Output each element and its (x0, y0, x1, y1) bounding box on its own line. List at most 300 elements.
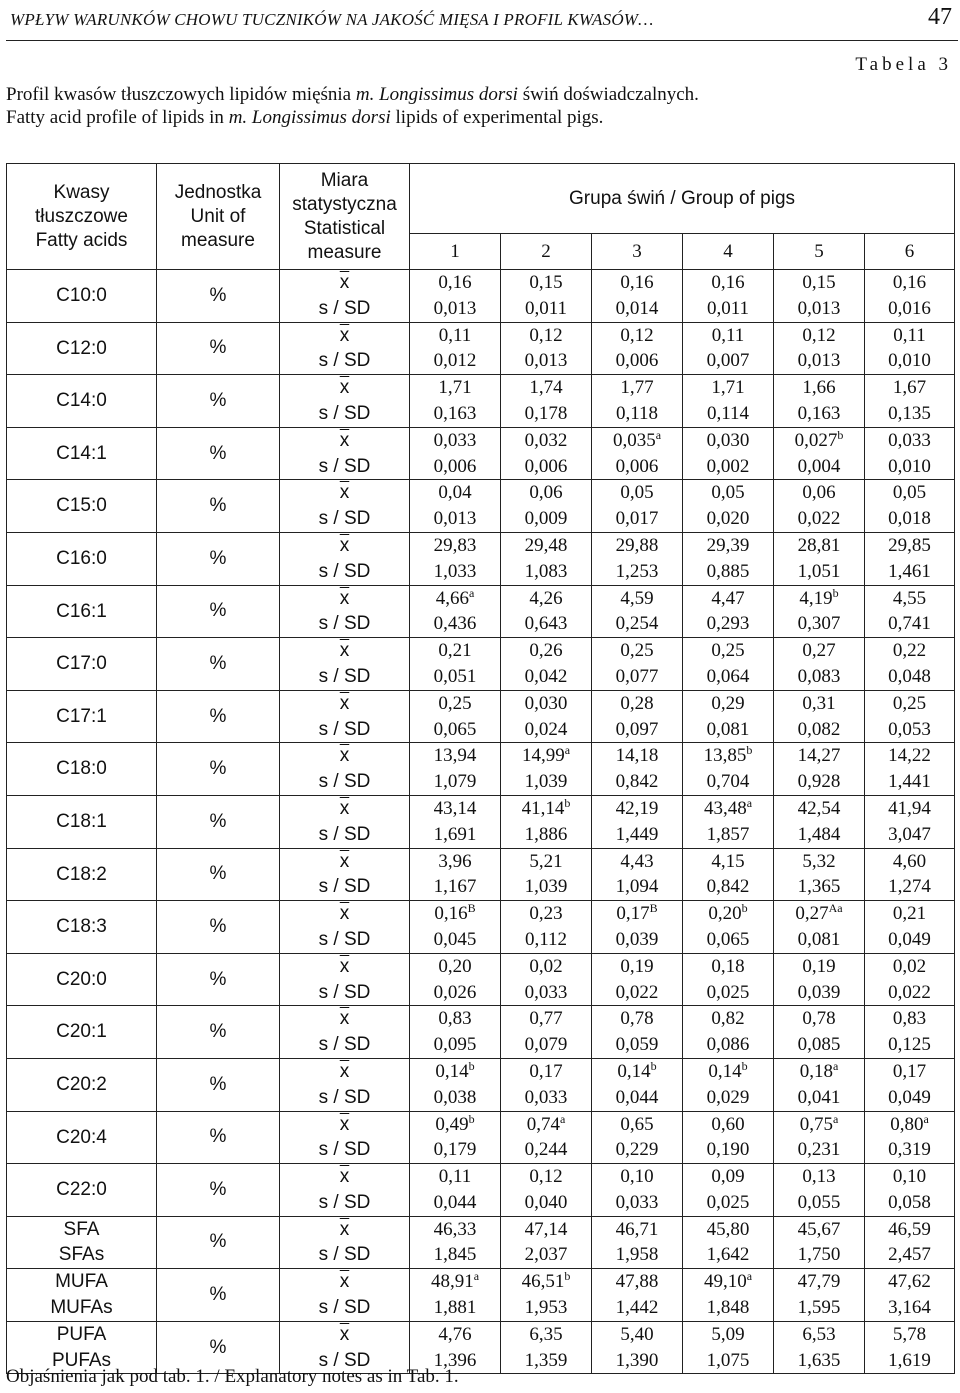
sd-value: 1,845 (433, 1244, 477, 1266)
unit-cell: % (157, 427, 280, 480)
header-unit: Jednostka Unit of measure (157, 164, 280, 270)
mean-value: 0,030 (524, 692, 568, 714)
mean-value: 0,83 (892, 1008, 927, 1030)
mean-value: 1,71 (711, 377, 745, 399)
value-cell (774, 1111, 865, 1164)
mean-label: $\overline{x}$ (339, 955, 350, 977)
header-fatty-acids: Kwasy tłuszczowe Fatty acids (7, 164, 157, 270)
significance-superscript: a (746, 795, 753, 810)
value-cell (410, 795, 501, 848)
sd-value: 3,164 (888, 1297, 931, 1319)
sd-value: 0,017 (615, 508, 659, 530)
value-cell (865, 1006, 955, 1059)
mean-value: 0,027$^b$ (794, 427, 844, 451)
mean-value: 0,21 (892, 903, 927, 925)
mean-value: 0,15 (529, 272, 563, 293)
stat-measure-cell (280, 270, 410, 323)
mean-value: 0,02 (529, 955, 563, 977)
sd-value: 0,049 (888, 928, 931, 950)
sd-label: s / SD (318, 928, 371, 950)
value-cell (865, 953, 955, 1006)
mean-value: 0,78 (620, 1008, 654, 1030)
table-row (7, 1269, 955, 1322)
table-row (7, 953, 955, 1006)
sd-value: 0,244 (524, 1139, 568, 1161)
sd-value: 0,039 (615, 928, 659, 950)
sd-value: 0,079 (524, 1034, 568, 1056)
fatty-acid-name: C14:1 (7, 427, 157, 480)
value-cell (410, 743, 501, 796)
sd-label: s / SD (318, 823, 371, 845)
page-number: 47 (928, 4, 952, 30)
stat-measure-cell (280, 690, 410, 743)
mean-label: $\overline{x}$ (339, 1113, 350, 1135)
table-row (7, 901, 955, 954)
sd-value: 1,051 (797, 560, 841, 582)
sd-value: 1,953 (524, 1297, 568, 1319)
stat-measure-cell (280, 375, 410, 428)
value-cell (410, 427, 501, 480)
value-cell (501, 585, 592, 638)
mean-label: $\overline{x}$ (339, 640, 350, 662)
mean-value: 4,26 (529, 587, 563, 609)
unit-cell: % (157, 1058, 280, 1111)
fatty-acid-name: C20:1 (7, 1006, 157, 1059)
mean-value: 0,80$^a$ (890, 1111, 929, 1135)
value-cell (865, 1216, 955, 1269)
sd-value: 0,085 (797, 1034, 841, 1056)
header-group-of-pigs: Grupa świń / Group of pigs (410, 164, 955, 234)
value-cell (592, 690, 683, 743)
value-cell (410, 638, 501, 691)
sd-value: 1,079 (433, 771, 477, 793)
sd-value: 1,167 (433, 876, 477, 898)
value-cell (592, 1058, 683, 1111)
value-cell (501, 848, 592, 901)
sd-value: 0,293 (706, 613, 750, 635)
unit-cell: % (157, 1006, 280, 1059)
value-cell (774, 375, 865, 428)
value-cell (865, 1058, 955, 1111)
value-cell (501, 1111, 592, 1164)
stat-measure-cell (280, 532, 410, 585)
value-cell (592, 480, 683, 533)
sd-value: 1,390 (615, 1349, 659, 1371)
sd-value: 0,885 (706, 560, 750, 582)
value-cell (410, 1164, 501, 1217)
value-cell (410, 1269, 501, 1322)
sd-value: 0,048 (888, 665, 931, 687)
fatty-acid-name: C15:0 (7, 480, 157, 533)
fatty-acid-name: SFA SFAs (7, 1216, 157, 1269)
mean-value: 48,91$^a$ (430, 1269, 480, 1293)
sd-value: 0,025 (706, 981, 750, 1003)
unit-cell: % (157, 322, 280, 375)
sd-value: 1,449 (615, 823, 659, 845)
mean-value: 0,19 (620, 955, 654, 977)
mean-value: $0,16^B$ (434, 901, 476, 925)
value-cell (683, 585, 774, 638)
mean-value: 1,77 (620, 377, 654, 399)
stat-measure-cell (280, 743, 410, 796)
value-cell (592, 795, 683, 848)
mean-value: 5,40 (620, 1323, 654, 1345)
sd-value: 0,307 (797, 613, 841, 635)
sd-value: 0,741 (888, 613, 931, 635)
mean-label: $\overline{x}$ (339, 850, 350, 872)
group-number: 2 (501, 234, 592, 270)
value-cell (683, 1216, 774, 1269)
sd-value: 0,095 (433, 1034, 477, 1056)
mean-value: 0,23 (529, 903, 563, 925)
mean-label: $\overline{x}$ (339, 482, 350, 504)
sd-value: 1,083 (524, 560, 568, 582)
value-cell (592, 1216, 683, 1269)
significance-superscript: a (832, 1058, 839, 1073)
sd-value: 2,037 (524, 1244, 568, 1266)
fatty-acid-name: C20:4 (7, 1111, 157, 1164)
value-cell (501, 1269, 592, 1322)
mean-value: 0,28 (620, 692, 654, 714)
value-cell (501, 1164, 592, 1217)
mean-value: 5,09 (711, 1323, 745, 1345)
mean-value: 4,43 (620, 850, 654, 872)
value-cell (774, 585, 865, 638)
group-number: 3 (592, 234, 683, 270)
mean-value: 14,18 (615, 745, 659, 767)
mean-value: 4,55 (892, 587, 927, 609)
stat-measure-cell (280, 638, 410, 691)
sd-value: 0,018 (888, 508, 931, 530)
mean-value: 0,05 (892, 482, 927, 504)
sd-value: 0,059 (615, 1034, 659, 1056)
mean-value: 0,27 (802, 640, 836, 662)
sd-value: 0,011 (706, 297, 750, 319)
sd-label: s / SD (318, 1191, 371, 1213)
sd-value: 1,619 (888, 1349, 931, 1371)
mean-value: 45,67 (797, 1218, 841, 1240)
value-cell (501, 1006, 592, 1059)
mean-value: $0,17^B$ (616, 901, 658, 925)
value-cell (865, 375, 955, 428)
mean-value: 47,79 (797, 1271, 841, 1293)
sd-value: 1,365 (797, 876, 841, 898)
value-cell (865, 532, 955, 585)
value-cell (683, 322, 774, 375)
value-cell (683, 1321, 774, 1374)
stat-measure-cell (280, 1058, 410, 1111)
table-body (7, 270, 955, 1374)
unit-cell: % (157, 585, 280, 638)
value-cell (592, 585, 683, 638)
mean-value: 46,71 (615, 1218, 659, 1240)
value-cell (683, 1006, 774, 1059)
stat-measure-cell (280, 322, 410, 375)
mean-value: 1,71 (438, 377, 472, 399)
sd-value: 0,006 (433, 455, 477, 477)
value-cell (683, 638, 774, 691)
sd-value: 0,009 (524, 508, 568, 530)
sd-value: 1,642 (706, 1244, 750, 1266)
value-cell (410, 690, 501, 743)
significance-superscript: b (741, 1058, 748, 1073)
mean-value: 0,83 (438, 1008, 472, 1030)
sd-value: 0,112 (524, 928, 568, 950)
table-row (7, 427, 955, 480)
sd-value: 0,254 (615, 613, 659, 635)
significance-superscript: a (832, 1111, 839, 1126)
significance-superscript: b (468, 1111, 475, 1126)
mean-value: 13,94 (433, 745, 477, 767)
mean-value: 0,16 (620, 272, 654, 293)
significance-superscript: b (746, 743, 753, 758)
mean-value: 0,14$^b$ (708, 1058, 748, 1082)
mean-value: 0,60 (711, 1113, 745, 1135)
value-cell (774, 638, 865, 691)
value-cell (592, 638, 683, 691)
group-number: 6 (865, 234, 955, 270)
mean-label: $\overline{x}$ (339, 324, 350, 346)
fatty-acid-table (6, 163, 955, 1374)
sd-label: s / SD (318, 1244, 371, 1266)
table-row (7, 480, 955, 533)
sd-value: 1,274 (888, 876, 931, 898)
mean-value: 0,15 (802, 272, 836, 293)
value-cell (865, 690, 955, 743)
mean-value: 0,12 (620, 324, 654, 346)
sd-label: s / SD (318, 297, 371, 319)
mean-value: 1,67 (892, 377, 927, 399)
sd-value: 1,958 (615, 1244, 659, 1266)
stat-measure-cell (280, 1216, 410, 1269)
mean-value: 42,19 (615, 797, 659, 819)
sd-value: 0,033 (524, 981, 568, 1003)
mean-value: 0,16 (892, 272, 927, 293)
mean-value: 46,59 (888, 1218, 931, 1240)
unit-cell: % (157, 270, 280, 323)
unit-cell: % (157, 848, 280, 901)
mean-value: 0,22 (892, 640, 927, 662)
fatty-acid-name: C16:1 (7, 585, 157, 638)
mean-value: 0,25 (620, 640, 654, 662)
sd-value: 0,026 (433, 981, 477, 1003)
significance-superscript: b (564, 795, 571, 810)
mean-value: 0,25 (711, 640, 745, 662)
value-cell (865, 480, 955, 533)
value-cell (774, 953, 865, 1006)
mean-value: 4,66$^a$ (435, 585, 475, 609)
mean-value: 0,31 (802, 692, 836, 714)
value-cell (501, 427, 592, 480)
sd-value: 0,007 (706, 350, 750, 372)
sd-value: 1,691 (433, 823, 477, 845)
value-cell (501, 322, 592, 375)
unit-cell: % (157, 532, 280, 585)
mean-value: 5,21 (529, 850, 563, 872)
significance-superscript: a (564, 743, 571, 758)
table-row (7, 638, 955, 691)
mean-value: 0,75$^a$ (799, 1111, 839, 1135)
mean-value: 49,10$^a$ (703, 1269, 753, 1293)
sd-value: 0,842 (615, 771, 659, 793)
mean-value: 47,88 (615, 1271, 659, 1293)
sd-label: s / SD (318, 1139, 371, 1161)
mean-value: 14,22 (888, 745, 931, 767)
mean-value: 0,033 (888, 429, 931, 451)
significance-superscript: b (837, 427, 844, 442)
sd-value: 0,163 (433, 402, 477, 424)
value-cell (592, 375, 683, 428)
unit-cell: % (157, 1269, 280, 1322)
sd-value: 0,022 (797, 508, 841, 530)
table-row (7, 690, 955, 743)
stat-measure-cell (280, 901, 410, 954)
sd-value: 0,125 (888, 1034, 931, 1056)
mean-label: $\overline{x}$ (339, 1271, 350, 1293)
value-cell (683, 480, 774, 533)
mean-value: 0,25 (892, 692, 927, 714)
stat-measure-cell (280, 585, 410, 638)
sd-value: 0,058 (888, 1191, 931, 1213)
mean-label: $\overline{x}$ (339, 745, 350, 767)
value-cell (683, 1164, 774, 1217)
sd-value: 0,097 (615, 718, 659, 740)
value-cell (774, 270, 865, 323)
fatty-acid-name: C12:0 (7, 322, 157, 375)
value-cell (592, 1111, 683, 1164)
value-cell (683, 690, 774, 743)
table-row (7, 848, 955, 901)
sd-label: s / SD (318, 1297, 371, 1319)
mean-value: 5,78 (892, 1323, 927, 1345)
sd-value: 0,006 (615, 350, 659, 372)
mean-value: 6,35 (529, 1323, 563, 1345)
sd-value: 0,013 (524, 350, 568, 372)
mean-value: 13,85$^b$ (703, 743, 753, 767)
unit-cell: % (157, 1216, 280, 1269)
mean-label: $\overline{x}$ (339, 429, 350, 451)
value-cell (683, 795, 774, 848)
significance-superscript: a (559, 1111, 566, 1126)
value-cell (683, 953, 774, 1006)
mean-value: 0,04 (438, 482, 472, 504)
sd-value: 0,042 (524, 665, 568, 687)
value-cell (592, 1269, 683, 1322)
value-cell (865, 1321, 955, 1374)
sd-value: 0,011 (524, 297, 568, 319)
mean-value: 43,48$^a$ (703, 795, 753, 819)
mean-value: 0,10 (892, 1166, 927, 1188)
mean-value: 0,02 (892, 955, 927, 977)
sd-value: 0,010 (888, 350, 931, 372)
sd-value: 0,179 (433, 1139, 477, 1161)
stat-measure-cell (280, 953, 410, 1006)
table-row (7, 1058, 955, 1111)
sd-label: s / SD (318, 1086, 371, 1108)
significance-superscript: a (655, 427, 662, 442)
mean-value: 41,14$^b$ (521, 795, 571, 819)
fatty-acid-name: PUFA PUFAs (7, 1321, 157, 1374)
sd-label: s / SD (318, 508, 371, 530)
fatty-acid-name: C17:0 (7, 638, 157, 691)
table-row (7, 270, 955, 323)
table-row (7, 532, 955, 585)
sd-value: 0,012 (433, 350, 477, 372)
sd-value: 0,053 (888, 718, 931, 740)
value-cell (774, 690, 865, 743)
mean-value: 0,10 (620, 1166, 654, 1188)
sd-value: 2,457 (888, 1244, 931, 1266)
sd-label: s / SD (318, 1034, 371, 1056)
mean-value: 14,99$^a$ (521, 743, 571, 767)
value-cell (410, 1058, 501, 1111)
table-row (7, 743, 955, 796)
sd-value: 0,041 (797, 1086, 841, 1108)
unit-cell: % (157, 743, 280, 796)
stat-measure-cell (280, 1111, 410, 1164)
value-cell (410, 1111, 501, 1164)
value-cell (501, 953, 592, 1006)
value-cell (410, 480, 501, 533)
value-cell (865, 427, 955, 480)
sd-value: 0,051 (433, 665, 477, 687)
sd-value: 0,040 (524, 1191, 568, 1213)
mean-value: 46,51$^b$ (521, 1269, 571, 1293)
fatty-acid-name: C17:1 (7, 690, 157, 743)
sd-value: 0,044 (615, 1086, 659, 1108)
value-cell (683, 1269, 774, 1322)
value-cell (774, 1321, 865, 1374)
sd-value: 0,055 (797, 1191, 841, 1213)
sd-value: 0,033 (524, 1086, 568, 1108)
sd-value: 0,013 (797, 350, 841, 372)
mean-label: $\overline{x}$ (339, 692, 350, 714)
mean-value: 0,05 (620, 482, 654, 504)
fatty-acid-name: C16:0 (7, 532, 157, 585)
value-cell (592, 953, 683, 1006)
mean-value: 47,62 (888, 1271, 931, 1293)
mean-value: 0,035$^a$ (612, 427, 662, 451)
mean-value: 0,78 (802, 1008, 836, 1030)
mean-value: 0,05 (711, 482, 745, 504)
fatty-acid-name: C20:0 (7, 953, 157, 1006)
mean-value: 0,16 (438, 272, 472, 293)
value-cell (774, 322, 865, 375)
sd-value: 0,025 (706, 1191, 750, 1213)
mean-label: $\overline{x}$ (339, 377, 350, 399)
mean-value: 45,80 (706, 1218, 750, 1240)
value-cell (501, 1216, 592, 1269)
table-row (7, 795, 955, 848)
mean-value: 0,20$^b$ (708, 901, 748, 925)
mean-value: 0,14$^b$ (435, 1058, 475, 1082)
value-cell (592, 901, 683, 954)
mean-value: 0,11 (893, 324, 926, 346)
sd-value: 0,006 (524, 455, 568, 477)
sd-value: 1,396 (433, 1349, 477, 1371)
value-cell (774, 1269, 865, 1322)
mean-value: $0,27^{Aa}$ (795, 901, 843, 925)
mean-value: 0,20 (438, 955, 472, 977)
sd-value: 0,086 (706, 1034, 750, 1056)
value-cell (774, 901, 865, 954)
stat-measure-cell (280, 1164, 410, 1217)
mean-value: 14,27 (797, 745, 841, 767)
value-cell (410, 848, 501, 901)
mean-value: 0,11 (438, 1166, 472, 1188)
value-cell (774, 1216, 865, 1269)
sd-value: 0,006 (615, 455, 659, 477)
